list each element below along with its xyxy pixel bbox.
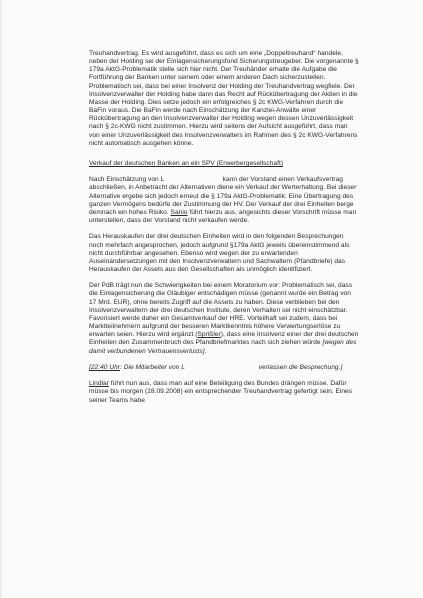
paragraph-einschaetzung-part-b: kann der Vorstand einen Verkaufsvertrag abschließen, in Anbetracht der Alternativen diene ein Verkauf der Werterhaltung. Bei dieser Alternative ergebe sich jedoch erneut die § 179a AktG-Problematik: Eine Übertragung des ganzen Vermögens bedürfe der Zustimmung der HV. Der Verkauf der drei Einheiten berge demnach ein hohes Risiko. [89, 176, 357, 216]
person-name-lindlar: Lindlar [89, 380, 109, 388]
scan-edge-shadow [0, 0, 3, 598]
paragraph-einschaetzung-part-c: führt hierzu aus, angesichts dieser Vorschrift müsse man unterstellen, dass der Vorstand nicht verkaufen werde. [89, 208, 357, 224]
paragraph-einschaetzung-part-a: Nach Einschätzung von L [89, 176, 164, 184]
paragraph-herauskaufen: Das Herauskaufen der drei deutschen Einheiten wird in den folgenden Besprechungen noch mehrfach angesprochen, jedoch aufgrund §179a AktG jeweils übereinstimmend als nicht durchführbar angesehen. Ebenso wird wegen der zu erwartenden Auseinandersetzungen mit den Insolvenzverwaltern und Sachwaltern (Pfandbriefe) das Herauskaufen der Assets aus den Gesellschaften als unmöglich identifiziert. [89, 233, 350, 273]
time-note-part-c: verlassen die Besprechung.] [258, 363, 343, 371]
paragraph-moratorium-part-b: ), dass eine Insolvenz einer der drei deutschen Einheiten den Zusammenbruch des Pfandbriefmarktes nach sich ziehen würde [89, 331, 359, 347]
paragraph-beteiligung [89, 380, 359, 404]
paragraph-moratorium-part-a: Der PdB trägt nun die Schwierigkeiten bei einem Moratorium vor: Problematisch sei, dass die Einlagensicherung die Gläubiger entschädigen müsse (genannt wurde ein Betrag von 17 Mrd. EUR), ohne bereits Zugriff auf die Assets zu haben. Diese verblieben bei den Insolvenzverwaltern der drei deutschen Institute, deren Verhalten sei nicht einschätzbar. Favorisiert werde daher ein Gesamtverkauf der HRE. Vorteilhaft sei zudem, dass bei Marktteilnehmern aufgrund der besseren Marktkenntnis höhere Verwertungserlöse zu erwarten seien. Hierzu wird ergänzt ( [89, 282, 353, 339]
time-stamp: [22:40 Uhr [89, 363, 120, 371]
person-name-sanio: Sanio [170, 208, 188, 216]
paragraph-treuhandvertrag: Treuhandvertrag. Es wird ausgeführt, dass es sich um eine „Doppeltreuhand“ handele, neben der Holding sei der Einlagensicherungsfond Sicherungstreugeber. Die vorgenannte § 179a AktG-Problematik stelle sich hier nicht. Der Treuhänder erhalte die Aufgabe die Fortführung der Banken unter seinem oder einem anderen Dach sicherzustellen. Problematisch sei, dass bei einer Insolvenz der Holding der Treuhandvertrag wegfiele. Der Insolvenzverwalter der Holding habe dann das Recht auf Rückübertragung der Aktien in die Masse der Holding. Dies setze jedoch ein erfolgreiches § 2c KWG-Verfahren durch die BaFin voraus. Die BaFin werde nach Einschätzung der Kanzlei-Anwälte einer Rückübertragung an den Insolvenzverwalter der Holding wegen dessen Unzuverlässigkeit nach § 2c-KWG nicht zustimmen. Hierzu wird seitens der Aufsicht ausgeführt, dass man von einer Unzuverlässigkeit des Insolvenzverwalters im Rahmen des § 2c KWG-Verfahrens nicht automatisch ausgehen könne. [89, 50, 359, 147]
paragraph-einschaetzung [89, 176, 359, 225]
time-note-part-b: : Die Mitarbeiter von L [120, 363, 185, 371]
paragraph-moratorium-italic-note: [wegen des damit verbundenen Vertrauensverlusts]. [89, 339, 357, 355]
section-heading-verkauf: Verkauf der deutschen Banken an ein SPV (Erwerbergesellschaft) [89, 159, 284, 167]
paragraph-moratorium [89, 282, 359, 355]
paragraph-time-note [89, 364, 359, 372]
person-name-sprissler: Sprißler [197, 331, 221, 339]
document-body [89, 50, 359, 405]
paragraph-beteiligung-text: führt nun aus, dass man auf eine Beteiligung des Bundes drängen müsse. Dafür müsse bis morgen (28.09.2008) ein entsprechender Treuhandvertrag gefertigt sein. Eines seiner Teams habe [89, 380, 353, 404]
